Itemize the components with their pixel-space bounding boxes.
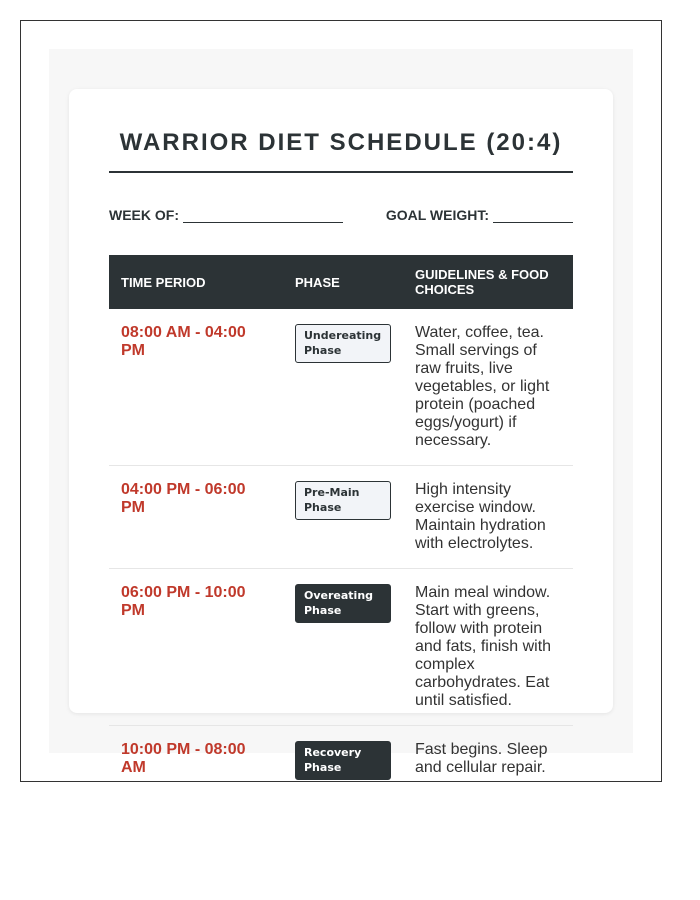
phase-badge: Undereating Phase [295, 324, 391, 363]
page-title: WARRIOR DIET SCHEDULE (20:4) [109, 129, 573, 173]
week-blank-line [183, 208, 343, 223]
week-label: WEEK OF: [109, 207, 179, 223]
guidelines-text: Fast begins. Sleep and cellular repair. [415, 741, 548, 776]
time-period: 06:00 PM - 10:00 PM [121, 584, 246, 619]
goal-weight-label: GOAL WEIGHT: [385, 207, 489, 223]
guidelines-cell [403, 726, 573, 783]
time-cell [109, 309, 283, 466]
guidelines-text: Water, coffee, tea. Small servings of raw fruits, live vegetables, or light protein (poached eggs/yogurt) if necessary. [415, 324, 550, 449]
phase-cell [283, 309, 403, 466]
table-header-row [109, 255, 573, 309]
table-row [109, 726, 573, 783]
guidelines-cell [403, 466, 573, 569]
table-row [109, 466, 573, 569]
guidelines-text: High intensity exercise window. Maintain hydration with electrolytes. [415, 481, 546, 552]
meta-fields [109, 207, 573, 223]
phase-badge: Overeating Phase [295, 584, 391, 623]
document-viewport [20, 20, 662, 782]
goal-weight-field [386, 207, 573, 223]
time-cell [109, 726, 283, 783]
guidelines-text: Main meal window. Start with greens, follow with protein and fats, finish with complex carbohydrates. Eat until satisfied. [415, 584, 552, 709]
phase-cell [283, 726, 403, 783]
schedule-table [109, 255, 573, 782]
guidelines-cell [403, 569, 573, 726]
week-field [109, 207, 343, 223]
table-row [109, 309, 573, 466]
goal-weight-blank-line [493, 208, 573, 223]
phase-badge: Recovery Phase [295, 741, 391, 780]
guidelines-cell [403, 309, 573, 466]
time-period: 10:00 PM - 08:00 AM [121, 741, 246, 776]
phase-badge: Pre-Main Phase [295, 481, 391, 520]
time-cell [109, 466, 283, 569]
time-cell [109, 569, 283, 726]
header-phase: PHASE [283, 255, 403, 309]
schedule-sheet [109, 129, 573, 782]
time-period: 08:00 AM - 04:00 PM [121, 324, 246, 359]
header-time-period: TIME PERIOD [109, 255, 283, 309]
phase-cell [283, 466, 403, 569]
table-row [109, 569, 573, 726]
time-period: 04:00 PM - 06:00 PM [121, 481, 246, 516]
phase-cell [283, 569, 403, 726]
header-guidelines: GUIDELINES & FOOD CHOICES [403, 255, 573, 309]
